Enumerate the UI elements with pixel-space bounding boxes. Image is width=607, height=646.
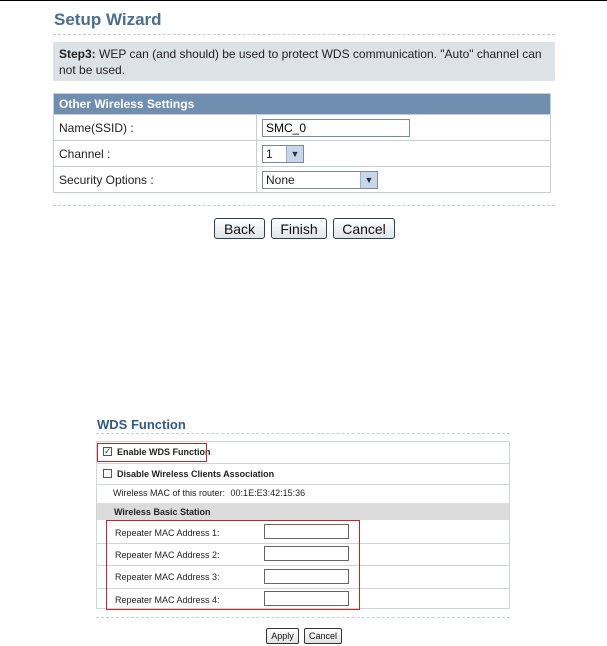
repeater-mac-label-1: Repeater MAC Address 1: xyxy=(115,528,220,538)
channel-label: Channel : xyxy=(54,141,257,167)
disable-clients-row xyxy=(97,469,515,479)
other-wireless-settings-table xyxy=(53,93,551,193)
row-divider xyxy=(97,484,509,485)
title-divider xyxy=(53,34,555,35)
highlight-enable-wds xyxy=(97,443,207,462)
security-row xyxy=(54,167,551,193)
security-value: None xyxy=(266,172,295,187)
wds-title: WDS Function xyxy=(97,417,186,432)
router-mac-value: 00:1E:E3:42:15:36 xyxy=(230,488,306,498)
router-mac-label: Wireless MAC of this router: xyxy=(113,488,226,498)
ssid-label: Name(SSID) : xyxy=(54,115,257,141)
security-select[interactable] xyxy=(262,171,378,189)
channel-select[interactable] xyxy=(262,145,304,163)
channel-value: 1 xyxy=(266,146,273,161)
wds-title-divider xyxy=(96,433,510,434)
channel-row xyxy=(54,141,551,167)
basic-station-header: Wireless Basic Station xyxy=(97,503,509,520)
wds-bottom-divider xyxy=(96,617,510,618)
enable-wds-checkbox[interactable]: ✓ xyxy=(104,446,112,457)
ssid-row xyxy=(54,115,551,141)
security-label: Security Options : xyxy=(54,167,257,193)
wds-cancel-button[interactable]: Cancel xyxy=(304,628,342,644)
finish-button[interactable]: Finish xyxy=(271,218,327,239)
repeater-mac-label-2: Repeater MAC Address 2: xyxy=(115,550,220,560)
chevron-down-icon: ▼ xyxy=(286,146,303,162)
table-divider xyxy=(53,205,555,206)
step-label: Step3: xyxy=(59,47,96,61)
ssid-input[interactable] xyxy=(262,119,410,137)
top-border-line xyxy=(0,0,607,1)
chevron-down-icon: ▼ xyxy=(360,172,377,188)
section-header: Other Wireless Settings xyxy=(54,94,551,115)
repeater-mac-label-3: Repeater MAC Address 3: xyxy=(115,572,220,582)
cancel-button[interactable]: Cancel xyxy=(333,218,395,239)
highlight-repeater-macs xyxy=(106,520,360,610)
apply-button[interactable]: Apply xyxy=(266,628,299,644)
step-text: WEP can (and should) be used to protect WDS communication. "Auto" channel can not be used. xyxy=(59,47,542,77)
back-button[interactable]: Back xyxy=(214,218,265,239)
router-mac-row xyxy=(97,488,525,498)
disable-clients-checkbox[interactable] xyxy=(103,469,112,478)
page-title: Setup Wizard xyxy=(54,10,162,29)
repeater-mac-label-4: Repeater MAC Address 4: xyxy=(115,595,220,605)
disable-clients-label: Disable Wireless Clients Association xyxy=(117,469,275,479)
step-info-box xyxy=(53,42,555,81)
row-divider xyxy=(97,463,509,464)
enable-wds-label: Enable WDS Function xyxy=(117,447,211,457)
